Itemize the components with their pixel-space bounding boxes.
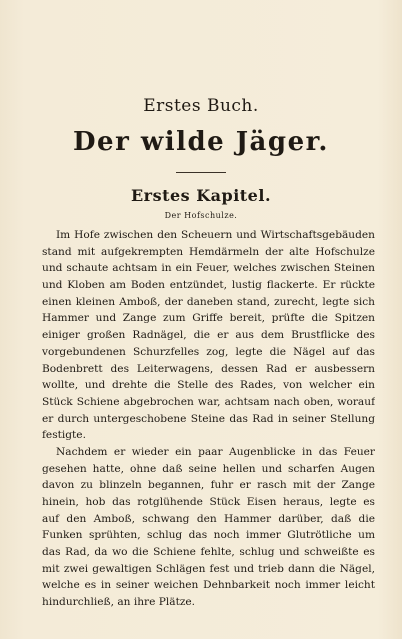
paragraph-2 [42, 444, 375, 611]
text-line: gesehen hatte, ohne daß seine hellen und scharfen Augen [42, 462, 375, 475]
paragraph-1 [42, 227, 375, 444]
text-line: stand mit aufgekrempten Hemdärmeln der alte Hofschulze [42, 245, 375, 258]
text-line: mit zwei gewaltigen Schlägen fest und trieb dann die Nägel, [42, 562, 375, 575]
title-divider [176, 172, 226, 173]
text-line: hindurchließ, an ihre Plätze. [42, 596, 196, 609]
body-text [42, 227, 375, 611]
text-line: einiger großen Radnägel, die er aus dem Brustflicke des [42, 329, 375, 342]
text-line: und Kloben am Boden entzündet, lustig flackerte. Er rückte [42, 279, 375, 292]
text-line: festigte. [42, 429, 86, 442]
text-line: Funken sprühten, schlug das noch immer Glutrötliche um [42, 529, 375, 542]
page-title: Der wilde Jäger. [73, 127, 329, 157]
book-heading: Erstes Buch. [143, 96, 259, 116]
text-line: auf den Amboß, schwang den Hammer darüber, daß die [42, 512, 375, 525]
text-line: hinein, hob das rotglühende Stück Eisen heraus, legte es [42, 496, 375, 508]
text-line: er durch untergeschobene Steine das Rad in seiner Stellung [42, 412, 375, 425]
text-line: vorgebundenen Schurzfelles zog, legte die Nägel auf das [42, 345, 375, 358]
text-line: welche es in seiner weichen Dehnbarkeit noch immer leicht [42, 579, 375, 592]
chapter-subtitle: Der Hofschulze. [164, 211, 238, 220]
text-line: Im Hofe zwischen den Scheuern und Wirtschaftsgebäuden [56, 229, 375, 241]
chapter-heading: Erstes Kapitel. [130, 186, 272, 205]
text-line: Hammer und Zange zum Griffe bereit, prüfte die Spitzen [42, 312, 375, 325]
text-line: davon zu blinzeln begannen, fuhr er rasch mit der Zange [42, 479, 375, 492]
text-line: Nachdem er wieder ein paar Augenblicke in das Feuer [56, 445, 375, 458]
text-line: einen kleinen Amboß, der daneben stand, zurecht, legte sich [42, 295, 375, 308]
text-line: wollte, und drehte die Stelle des Rades, von welcher ein [42, 379, 375, 392]
text-line: das Rad, da wo die Schiene fehlte, schlug und schweißte es [42, 546, 375, 559]
text-line: und schaute achtsam in ein Feuer, welches zwischen Steinen [42, 262, 375, 275]
text-line: Bodenbrett des Leiterwagens, dessen Rad er ausbessern [42, 362, 375, 375]
text-line: Stück Schiene abgebrochen war, achtsam nach oben, worauf [42, 395, 375, 408]
